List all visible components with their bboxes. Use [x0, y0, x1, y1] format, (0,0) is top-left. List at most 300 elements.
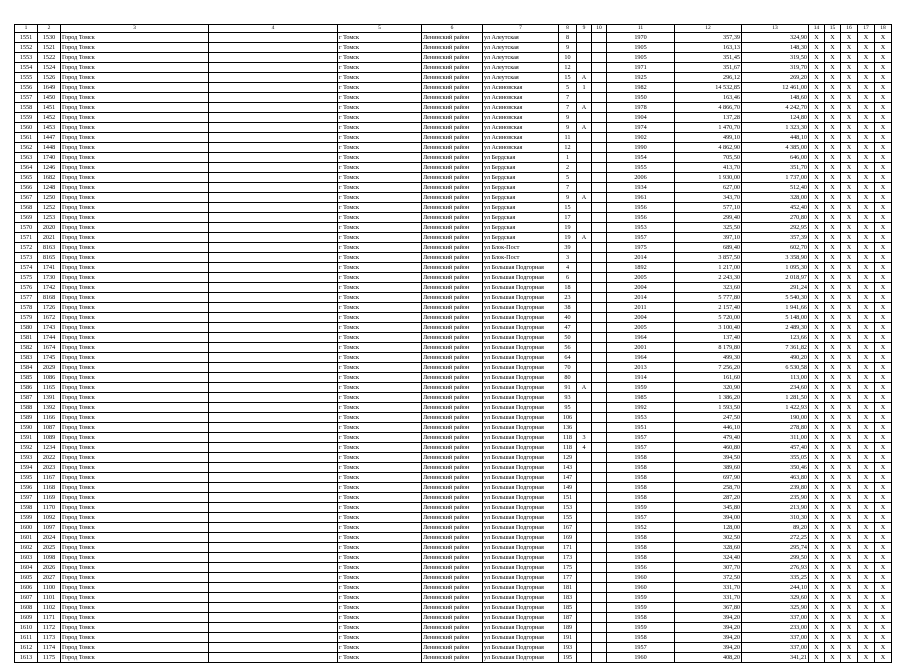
row-index-cell: 1592 [15, 443, 38, 453]
mark-cell: X [875, 523, 892, 533]
year-built-cell: 1960 [607, 573, 675, 583]
row-index-cell: 1571 [15, 233, 38, 243]
district-cell: Ленинский район [422, 53, 483, 63]
row-index-cell: 1561 [15, 133, 38, 143]
year-built-cell: 2004 [607, 313, 675, 323]
object-id-cell: 1391 [38, 393, 61, 403]
mark-cell: X [809, 213, 825, 223]
year-built-cell: 1964 [607, 353, 675, 363]
total-area-cell: 460,80 [675, 443, 742, 453]
table-row [15, 293, 892, 303]
district-cell: Ленинский район [422, 173, 483, 183]
city-cell: г Томск [338, 633, 422, 643]
object-id-cell: 1521 [38, 43, 61, 53]
city-cell: г Томск [338, 563, 422, 573]
table-row [15, 133, 892, 143]
column-4-cell [209, 613, 338, 623]
mark-cell: X [809, 193, 825, 203]
total-area-cell: 299,40 [675, 213, 742, 223]
municipality-cell: Город Томск [61, 193, 209, 203]
municipality-cell: Город Томск [61, 53, 209, 63]
living-area-cell: 244,10 [742, 583, 809, 593]
object-id-cell: 2023 [38, 463, 61, 473]
row-index-cell: 1594 [15, 463, 38, 473]
house-number-cell: 193 [559, 643, 577, 653]
column-10-cell [592, 503, 607, 513]
object-id-cell: 1100 [38, 583, 61, 593]
house-number-cell: 9 [559, 193, 577, 203]
column-10-cell [592, 363, 607, 373]
living-area-cell: 233,00 [742, 623, 809, 633]
row-index-cell: 1599 [15, 513, 38, 523]
row-index-cell: 1588 [15, 403, 38, 413]
municipality-cell: Город Томск [61, 403, 209, 413]
column-10-cell [592, 523, 607, 533]
house-number-cell: 147 [559, 473, 577, 483]
municipality-cell: Город Томск [61, 393, 209, 403]
object-id-cell: 2022 [38, 453, 61, 463]
total-area-cell: 499,30 [675, 353, 742, 363]
living-area-cell: 12 461,00 [742, 83, 809, 93]
table-row [15, 83, 892, 93]
total-area-cell: 163,13 [675, 43, 742, 53]
municipality-cell: Город Томск [61, 513, 209, 523]
mark-cell: X [875, 153, 892, 163]
mark-cell: X [841, 653, 858, 663]
mark-cell: X [858, 53, 875, 63]
total-area-cell: 345,80 [675, 503, 742, 513]
building-cell [577, 493, 592, 503]
street-cell: ул Большая Подгорная [483, 383, 559, 393]
column-10-cell [592, 183, 607, 193]
column-4-cell [209, 323, 338, 333]
house-number-cell: 169 [559, 533, 577, 543]
column-10-cell [592, 343, 607, 353]
mark-cell: X [875, 103, 892, 113]
city-cell: г Томск [338, 523, 422, 533]
living-area-cell: 4 242,70 [742, 103, 809, 113]
house-number-cell: 17 [559, 213, 577, 223]
mark-cell: X [841, 343, 858, 353]
mark-cell: X [809, 203, 825, 213]
total-area-cell: 5 777,80 [675, 293, 742, 303]
mark-cell: X [841, 173, 858, 183]
mark-cell: X [809, 373, 825, 383]
column-4-cell [209, 423, 338, 433]
living-area-cell: 270,80 [742, 213, 809, 223]
mark-cell: X [809, 643, 825, 653]
year-built-cell: 2013 [607, 363, 675, 373]
column-10-cell [592, 573, 607, 583]
object-id-cell: 1172 [38, 623, 61, 633]
street-cell: ул Большая Подгорная [483, 273, 559, 283]
table-row [15, 203, 892, 213]
table-row [15, 483, 892, 493]
object-id-cell: 1086 [38, 373, 61, 383]
total-area-cell: 324,40 [675, 553, 742, 563]
mark-cell: X [858, 283, 875, 293]
mark-cell: X [858, 553, 875, 563]
column-10-cell [592, 273, 607, 283]
mark-cell: X [858, 303, 875, 313]
district-cell: Ленинский район [422, 293, 483, 303]
row-index-cell: 1581 [15, 333, 38, 343]
mark-cell: X [841, 43, 858, 53]
object-id-cell: 1234 [38, 443, 61, 453]
table-row [15, 233, 892, 243]
total-area-cell: 328,60 [675, 543, 742, 553]
building-cell [577, 43, 592, 53]
year-built-cell: 1959 [607, 593, 675, 603]
total-area-cell: 394,20 [675, 643, 742, 653]
total-area-cell: 372,50 [675, 573, 742, 583]
mark-cell: X [875, 193, 892, 203]
column-4-cell [209, 343, 338, 353]
living-area-cell: 299,50 [742, 553, 809, 563]
total-area-cell: 161,60 [675, 373, 742, 383]
district-cell: Ленинский район [422, 593, 483, 603]
year-built-cell: 1959 [607, 383, 675, 393]
mark-cell: X [875, 403, 892, 413]
mark-cell: X [841, 583, 858, 593]
mark-cell: X [841, 603, 858, 613]
mark-cell: X [825, 363, 841, 373]
mark-cell: X [809, 53, 825, 63]
mark-cell: X [809, 603, 825, 613]
city-cell: г Томск [338, 53, 422, 63]
district-cell: Ленинский район [422, 143, 483, 153]
street-cell: ул Большая Подгорная [483, 453, 559, 463]
table-row [15, 193, 892, 203]
house-number-cell: 153 [559, 503, 577, 513]
mark-cell: X [809, 113, 825, 123]
mark-cell: X [858, 93, 875, 103]
column-10-cell [592, 433, 607, 443]
district-cell: Ленинский район [422, 133, 483, 143]
municipality-cell: Город Томск [61, 103, 209, 113]
mark-cell: X [858, 393, 875, 403]
building-cell [577, 133, 592, 143]
street-cell: ул Большая Подгорная [483, 623, 559, 633]
year-built-cell: 2011 [607, 303, 675, 313]
mark-cell: X [809, 293, 825, 303]
city-cell: г Томск [338, 343, 422, 353]
house-number-cell: 136 [559, 423, 577, 433]
mark-cell: X [809, 233, 825, 243]
row-index-cell: 1605 [15, 573, 38, 583]
column-10-cell [592, 233, 607, 243]
street-cell: ул Асиновская [483, 103, 559, 113]
column-4-cell [209, 513, 338, 523]
street-cell: ул Большая Подгорная [483, 373, 559, 383]
house-number-cell: 40 [559, 313, 577, 323]
living-area-cell: 4 385,00 [742, 143, 809, 153]
living-area-cell: 512,40 [742, 183, 809, 193]
column-4-cell [209, 223, 338, 233]
mark-cell: X [858, 483, 875, 493]
mark-cell: X [875, 533, 892, 543]
house-number-cell: 191 [559, 633, 577, 643]
mark-cell: X [858, 123, 875, 133]
house-number-cell: 12 [559, 63, 577, 73]
year-built-cell: 1905 [607, 53, 675, 63]
year-built-cell: 1960 [607, 653, 675, 663]
mark-cell: X [825, 83, 841, 93]
row-index-cell: 1579 [15, 313, 38, 323]
row-index-cell: 1604 [15, 563, 38, 573]
object-id-cell: 2025 [38, 543, 61, 553]
building-cell [577, 203, 592, 213]
column-10-cell [592, 313, 607, 323]
mark-cell: X [825, 553, 841, 563]
mark-cell: X [809, 303, 825, 313]
district-cell: Ленинский район [422, 313, 483, 323]
column-10-cell [592, 443, 607, 453]
mark-cell: X [858, 323, 875, 333]
year-built-cell: 2014 [607, 293, 675, 303]
column-10-cell [592, 193, 607, 203]
mark-cell: X [825, 393, 841, 403]
living-area-cell: 1 941,66 [742, 303, 809, 313]
living-area-cell: 291,24 [742, 283, 809, 293]
building-cell [577, 323, 592, 333]
mark-cell: X [825, 353, 841, 363]
building-cell [577, 243, 592, 253]
district-cell: Ленинский район [422, 63, 483, 73]
building-cell [577, 453, 592, 463]
mark-cell: X [825, 543, 841, 553]
year-built-cell: 1956 [607, 213, 675, 223]
column-4-cell [209, 53, 338, 63]
city-cell: г Томск [338, 533, 422, 543]
mark-cell: X [875, 63, 892, 73]
mark-cell: X [809, 363, 825, 373]
street-cell: ул Большая Подгорная [483, 403, 559, 413]
house-number-cell: 95 [559, 403, 577, 413]
building-cell [577, 253, 592, 263]
column-4-cell [209, 393, 338, 403]
living-area-cell: 448,10 [742, 133, 809, 143]
column-4-cell [209, 593, 338, 603]
street-cell: ул Бердская [483, 203, 559, 213]
total-area-cell: 14 532,85 [675, 83, 742, 93]
district-cell: Ленинский район [422, 223, 483, 233]
mark-cell: X [809, 403, 825, 413]
mark-cell: X [825, 593, 841, 603]
district-cell: Ленинский район [422, 493, 483, 503]
municipality-cell: Город Томск [61, 313, 209, 323]
mark-cell: X [875, 313, 892, 323]
municipality-cell: Город Томск [61, 303, 209, 313]
row-index-cell: 1566 [15, 183, 38, 193]
mark-cell: X [825, 233, 841, 243]
house-number-cell: 19 [559, 233, 577, 243]
municipality-cell: Город Томск [61, 283, 209, 293]
city-cell: г Томск [338, 243, 422, 253]
mark-cell: X [858, 73, 875, 83]
mark-cell: X [841, 323, 858, 333]
mark-cell: X [875, 383, 892, 393]
mark-cell: X [858, 203, 875, 213]
row-index-cell: 1555 [15, 73, 38, 83]
district-cell: Ленинский район [422, 113, 483, 123]
mark-cell: X [825, 193, 841, 203]
row-index-cell: 1611 [15, 633, 38, 643]
mark-cell: X [858, 563, 875, 573]
total-area-cell: 577,10 [675, 203, 742, 213]
table-row [15, 523, 892, 533]
municipality-cell: Город Томск [61, 563, 209, 573]
year-built-cell: 1985 [607, 393, 675, 403]
column-4-cell [209, 583, 338, 593]
living-area-cell: 269,20 [742, 73, 809, 83]
house-number-cell: 106 [559, 413, 577, 423]
year-built-cell: 1958 [607, 463, 675, 473]
object-id-cell: 1649 [38, 83, 61, 93]
municipality-cell: Город Томск [61, 573, 209, 583]
column-number-10: 10 [592, 25, 607, 33]
living-area-cell: 213,90 [742, 503, 809, 513]
house-number-cell: 5 [559, 173, 577, 183]
table-row [15, 323, 892, 333]
mark-cell: X [875, 643, 892, 653]
mark-cell: X [875, 243, 892, 253]
municipality-cell: Город Томск [61, 293, 209, 303]
living-area-cell: 113,00 [742, 373, 809, 383]
row-index-cell: 1578 [15, 303, 38, 313]
total-area-cell: 499,10 [675, 133, 742, 143]
mark-cell: X [875, 223, 892, 233]
mark-cell: X [841, 313, 858, 323]
street-cell: ул Большая Подгорная [483, 493, 559, 503]
year-built-cell: 1954 [607, 153, 675, 163]
mark-cell: X [809, 243, 825, 253]
total-area-cell: 7 256,20 [675, 363, 742, 373]
living-area-cell: 310,30 [742, 513, 809, 523]
street-cell: ул Большая Подгорная [483, 583, 559, 593]
column-4-cell [209, 153, 338, 163]
total-area-cell: 351,67 [675, 63, 742, 73]
mark-cell: X [858, 493, 875, 503]
total-area-cell: 331,70 [675, 593, 742, 603]
house-number-cell: 187 [559, 613, 577, 623]
year-built-cell: 1958 [607, 473, 675, 483]
mark-cell: X [809, 523, 825, 533]
living-area-cell: 2 018,97 [742, 273, 809, 283]
total-area-cell: 258,70 [675, 483, 742, 493]
municipality-cell: Город Томск [61, 633, 209, 643]
mark-cell: X [825, 523, 841, 533]
column-4-cell [209, 143, 338, 153]
living-area-cell: 337,00 [742, 633, 809, 643]
house-number-cell: 18 [559, 283, 577, 293]
city-cell: г Томск [338, 373, 422, 383]
district-cell: Ленинский район [422, 213, 483, 223]
column-4-cell [209, 213, 338, 223]
building-cell [577, 623, 592, 633]
mark-cell: X [809, 483, 825, 493]
municipality-cell: Город Томск [61, 483, 209, 493]
house-number-cell: 177 [559, 573, 577, 583]
mark-cell: X [809, 423, 825, 433]
column-4-cell [209, 243, 338, 253]
mark-cell: X [841, 113, 858, 123]
mark-cell: X [825, 413, 841, 423]
mark-cell: X [875, 283, 892, 293]
street-cell: ул Бердская [483, 213, 559, 223]
building-cell [577, 633, 592, 643]
year-built-cell: 1958 [607, 633, 675, 643]
year-built-cell: 2001 [607, 343, 675, 353]
mark-cell: X [875, 603, 892, 613]
table-row [15, 213, 892, 223]
city-cell: г Томск [338, 143, 422, 153]
mark-cell: X [825, 143, 841, 153]
mark-cell: X [825, 283, 841, 293]
mark-cell: X [809, 143, 825, 153]
mark-cell: X [825, 63, 841, 73]
total-area-cell: 357,39 [675, 33, 742, 43]
mark-cell: X [825, 423, 841, 433]
street-cell: ул Большая Подгорная [483, 413, 559, 423]
column-10-cell [592, 403, 607, 413]
object-id-cell: 2026 [38, 563, 61, 573]
mark-cell: X [809, 153, 825, 163]
column-10-cell [592, 133, 607, 143]
column-10-cell [592, 453, 607, 463]
house-number-cell: 50 [559, 333, 577, 343]
mark-cell: X [858, 173, 875, 183]
row-index-cell: 1552 [15, 43, 38, 53]
mark-cell: X [841, 63, 858, 73]
city-cell: г Томск [338, 603, 422, 613]
mark-cell: X [875, 653, 892, 663]
living-area-cell: 646,00 [742, 153, 809, 163]
living-area-cell: 7 361,82 [742, 343, 809, 353]
table-row [15, 63, 892, 73]
mark-cell: X [875, 163, 892, 173]
table-row [15, 593, 892, 603]
column-10-cell [592, 223, 607, 233]
mark-cell: X [809, 623, 825, 633]
table-row [15, 613, 892, 623]
column-number-11: 11 [607, 25, 675, 33]
mark-cell: X [858, 543, 875, 553]
table-row [15, 463, 892, 473]
municipality-cell: Город Томск [61, 453, 209, 463]
mark-cell: X [841, 433, 858, 443]
mark-cell: X [875, 143, 892, 153]
mark-cell: X [875, 373, 892, 383]
district-cell: Ленинский район [422, 193, 483, 203]
object-id-cell: 1451 [38, 103, 61, 113]
object-id-cell: 1253 [38, 213, 61, 223]
column-number-7: 7 [483, 25, 559, 33]
street-cell: ул Большая Подгорная [483, 333, 559, 343]
row-index-cell: 1596 [15, 483, 38, 493]
mark-cell: X [875, 393, 892, 403]
city-cell: г Томск [338, 123, 422, 133]
column-10-cell [592, 143, 607, 153]
street-cell: ул Асиновская [483, 83, 559, 93]
row-index-cell: 1567 [15, 193, 38, 203]
house-number-cell: 1 [559, 153, 577, 163]
mark-cell: X [858, 133, 875, 143]
year-built-cell: 1950 [607, 93, 675, 103]
living-area-cell: 351,70 [742, 163, 809, 173]
building-cell: 1 [577, 83, 592, 93]
mark-cell: X [875, 433, 892, 443]
